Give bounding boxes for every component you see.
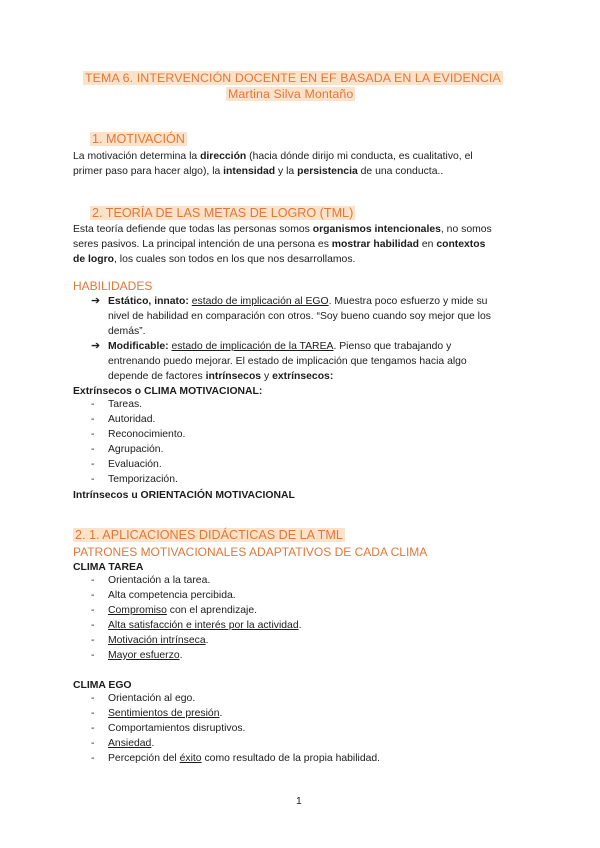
estatico-line-1: Estático, innato: estado de implicación al EGO. Muestra poco esfuerzo y mide su (108, 296, 488, 307)
list-item: Autoridad. (108, 414, 156, 425)
dash-bullet: - (91, 474, 95, 485)
dash-bullet: - (91, 605, 95, 616)
list-item: Orientación a la tarea. (108, 575, 211, 586)
list-item: Tareas. (108, 399, 143, 410)
arrow-bullet-icon: ➔ (91, 340, 101, 352)
clima-tarea-heading: CLIMA TAREA (73, 562, 144, 573)
arrow-bullet-icon: ➔ (91, 295, 101, 307)
document-title (83, 71, 503, 85)
clima-ego-heading: CLIMA EGO (73, 680, 132, 691)
intrinsecos-heading: Intrínsecos u ORIENTACIÓN MOTIVACIONAL (73, 490, 295, 501)
list-item: Compromiso con el aprendizaje. (108, 605, 258, 616)
dash-bullet: - (91, 590, 95, 601)
section-2-heading: 2. TEORÍA DE LAS METAS DE LOGRO (TML) (92, 206, 354, 220)
list-item: Sentimientos de presión. (108, 708, 223, 719)
list-item: Orientación al ego. (108, 693, 196, 704)
section-2-1-subheading: PATRONES MOTIVACIONALES ADAPTATIVOS DE CADA CLIMA (73, 545, 428, 559)
extrinsecos-heading: Extrínsecos o CLIMA MOTIVACIONAL: (73, 386, 263, 397)
list-item: Comportamientos disruptivos. (108, 723, 246, 734)
habilidades-heading: HABILIDADES (73, 279, 153, 293)
dash-bullet: - (91, 738, 95, 749)
section-1-heading: 1. MOTIVACIÓN (92, 132, 185, 146)
section-1-paragraph-line-2: primer paso para hacer algo), la intensidad y la persistencia de una conducta.. (73, 166, 444, 177)
list-item: Ansiedad. (108, 738, 155, 749)
section-2-paragraph-line-1: Esta teoría defiende que todas las personas somos organismos intencionales, no somos (73, 224, 492, 235)
modificable-line-3: depende de factores intrínsecos y extrínsecos: (108, 371, 334, 382)
dash-bullet: - (91, 635, 95, 646)
section-2-paragraph-line-2: seres pasivos. La principal intención de una persona es mostrar habilidad en contextos (73, 239, 486, 250)
page-number: 1 (296, 796, 302, 807)
dash-bullet: - (91, 650, 95, 661)
list-item: Reconocimiento. (108, 429, 186, 440)
dash-bullet: - (91, 414, 95, 425)
list-item: Agrupación. (108, 444, 164, 455)
list-item: Percepción del éxito como resultado de la propia habilidad. (108, 753, 381, 764)
list-item: Evaluación. (108, 459, 162, 470)
dash-bullet: - (91, 399, 95, 410)
dash-bullet: - (91, 723, 95, 734)
list-item: Temporización. (108, 474, 178, 485)
estatico-line-3: demás”. (108, 326, 146, 337)
estatico-line-2: nivel de habilidad en comparación con otros. “Soy bueno cuando soy mejor que los (108, 311, 491, 322)
modificable-line-2: entrenando puedo mejorar. El estado de implicación que tengamos hacia algo (108, 356, 467, 367)
section-1-paragraph-line-1: La motivación determina la dirección (hacia dónde dirijo mi conducta, es cualitativo, el (73, 151, 473, 162)
section-2-1-heading: 2. 1. APLICACIONES DIDÁCTICAS DE LA TML (75, 528, 343, 542)
list-item: Motivación intrínseca. (108, 635, 209, 646)
dash-bullet: - (91, 444, 95, 455)
section-2-paragraph-line-3: de logro, los cuales son todos en los que nos desarrollamos. (73, 254, 356, 265)
list-item: Alta satisfacción e interés por la actividad. (108, 620, 302, 631)
dash-bullet: - (91, 459, 95, 470)
list-item: Alta competencia percibida. (108, 590, 236, 601)
dash-bullet: - (91, 708, 95, 719)
author-name: Martina Silva Montaño (228, 87, 354, 101)
dash-bullet: - (91, 575, 95, 586)
dash-bullet: - (91, 693, 95, 704)
dash-bullet: - (91, 620, 95, 631)
document-author (226, 87, 355, 101)
title-line-1: TEMA 6. INTERVENCIÓN DOCENTE EN EF BASADA EN LA EVIDENCIA (85, 71, 501, 85)
list-item: Mayor esfuerzo. (108, 650, 183, 661)
dash-bullet: - (91, 429, 95, 440)
dash-bullet: - (91, 753, 95, 764)
modificable-line-1: Modificable: estado de implicación de la TAREA. Pienso que trabajando y (108, 341, 452, 352)
